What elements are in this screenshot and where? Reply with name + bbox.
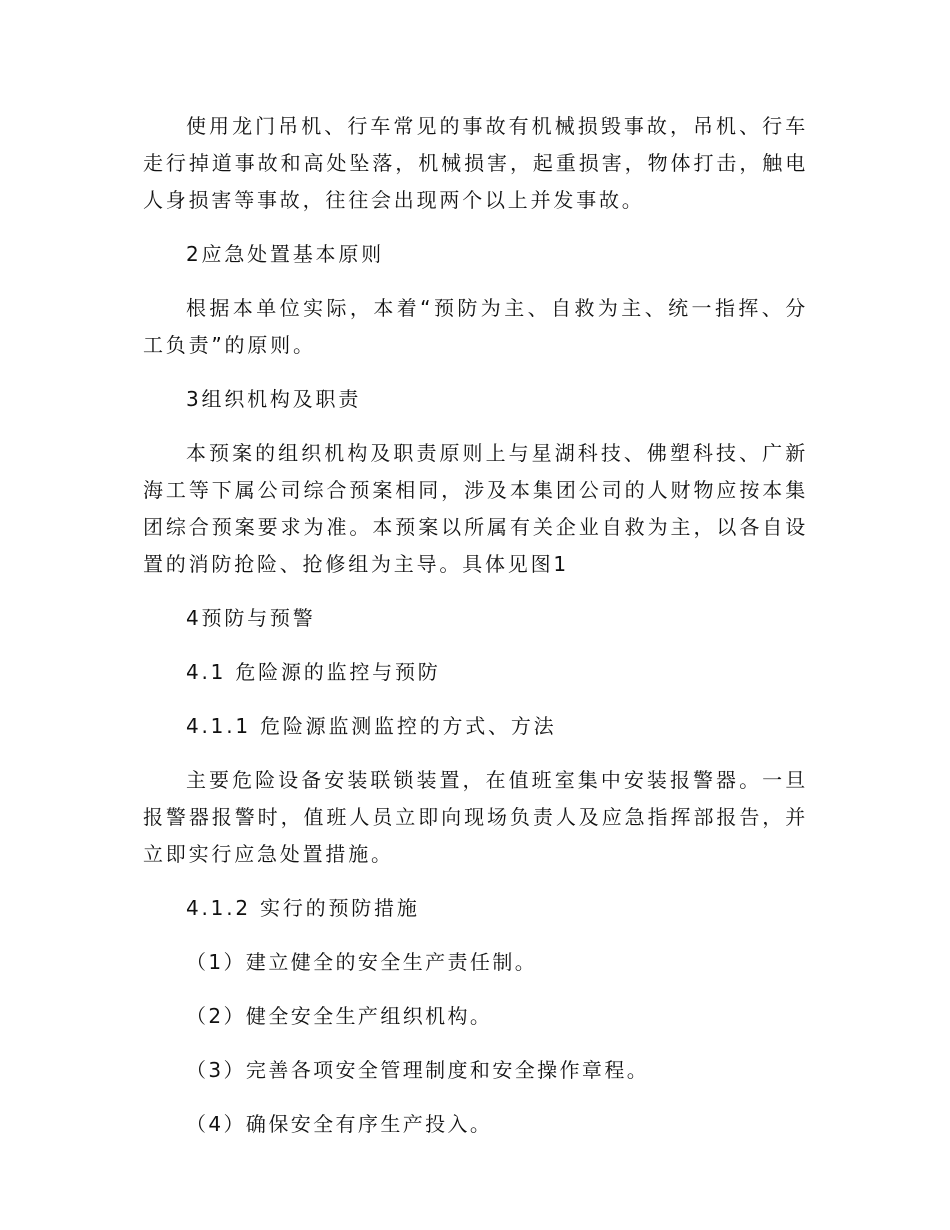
document-body: [143, 108, 808, 1143]
list-item: （1）建立健全的安全生产责任制。: [186, 950, 538, 974]
paragraph-accident-types: 使用龙门吊机、行车常见的事故有机械损毁事故，吊机、行车走行掉道事故和高处坠落，机械损害，起重损害，物体打击，触电人身损害等事故，往往会出现两个以上并发事故。: [143, 114, 808, 212]
heading-section-4-1-2: 4.1.2 实行的预防措施: [186, 896, 420, 920]
heading-section-4-1: 4.1 危险源的监控与预防: [186, 660, 441, 684]
paragraph-monitoring: 主要危险设备安装联锁装置，在值班室集中安装报警器。一旦报警器报警时，值班人员立即向现场负责人及应急指挥部报告，并立即实行应急处置措施。: [143, 768, 808, 866]
list-item: （3）完善各项安全管理制度和安全操作章程。: [186, 1058, 650, 1082]
paragraph-principles: 根据本单位实际，本着“预防为主、自救为主、统一指挥、分工负责”的原则。: [143, 296, 808, 357]
heading-section-3: 3组织机构及职责: [186, 387, 362, 411]
list-item: （2）健全安全生产组织机构。: [186, 1004, 493, 1028]
heading-section-2: 2应急处置基本原则: [186, 242, 384, 266]
heading-section-4-1-1: 4.1.1 危险源监测监控的方式、方法: [186, 714, 557, 738]
paragraph-organization: 本预案的组织机构及职责原则上与星湖科技、佛塑科技、广新海工等下属公司综合预案相同，涉及本集团公司的人财物应按本集团综合预案要求为准。本预案以所属有关企业自救为主，以各自设置的消防抢险、抢修组为主导。具体见图1: [143, 441, 808, 576]
list-item: （4）确保安全有序生产投入。: [186, 1112, 493, 1136]
heading-section-4: 4预防与预警: [186, 606, 316, 630]
